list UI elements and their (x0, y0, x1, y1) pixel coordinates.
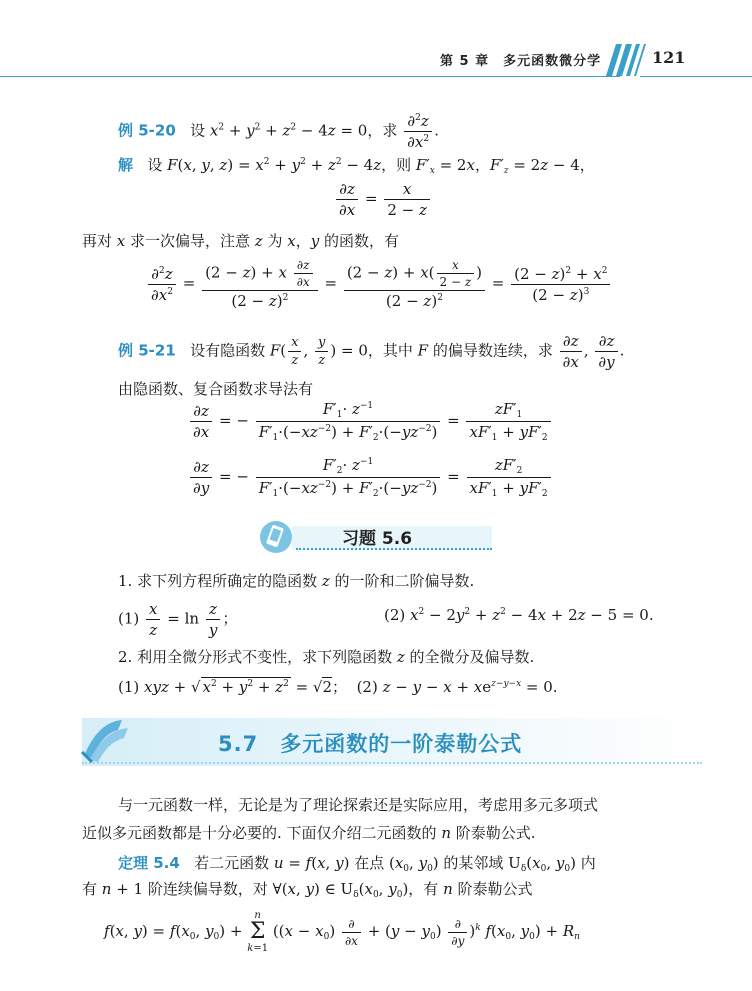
example-5-21-statement: 例 5-21 设有隐函数 F( $\frac{x}{z}$ , $\frac{y}{z}$ ) = 0，其中 F 的偏导数连续，求 $\frac{\partial z}{\partial x}$ , $\frac{\partial z}{\partial y}$ . (118, 332, 625, 371)
section-intro-line1: 与一元函数一样，无论是为了理论探索还是实际应用，考虑用多元多项式 (118, 796, 599, 814)
book-icon (78, 712, 134, 768)
method-text: 由隐函数、复合函数求导法有 (118, 380, 314, 398)
second-derivative-equation: $\frac{\partial^2z}{\partial x^2}$ = (2 − z) + x $\frac{\partial z}{\partial x}$ $(2 - z)^2$ = (2 − z) + x( $\frac{x}{2 - z}$ ) $(2 - z)^2$ = $\frac{(2 - z)^2 + x^2}{(2 - z)^3}$ (146, 258, 612, 310)
solution-label: 解 (118, 156, 134, 174)
taylor-formula: f(x, $y) = f(x_0$, $y_0) + n$ Σ k=1 ($(x - x_0)$ $\frac{\partial}{\partial x}$ + $(y - y_0)$ $\frac{\partial}{\partial y}$ )$^k$ $f(x_0$, $y_0) + R_n$ (104, 910, 580, 954)
example-5-20-statement: 例 5-20 设 $x^2 + y^2 + z^2 - 4z = 0$，求 $\frac{\partial^2z}{\partial x^2}$ . (118, 112, 439, 151)
exercise-title: 习题 5.6 (342, 529, 413, 549)
header-stripes-icon (606, 44, 654, 76)
theorem-label: 定理 5.4 (118, 854, 180, 872)
exercise-q1: 1. 求下列方程所确定的隐函数 z 的一阶和二阶偏导数. (118, 572, 475, 590)
dz-dx-equation: $\frac{\partial z}{\partial x}$ = $\frac{x}{2 - z}$ (334, 180, 432, 219)
exercise-q1a: (1) $\frac{x}{z}$ = ln $\frac{z}{y}$ ； (118, 600, 238, 639)
example-label: 例 5-21 (118, 341, 176, 360)
section-dotted-line (82, 762, 702, 764)
exercise-q2: 2. 利用全微分形式不变性，求下列隐函数 z 的全微分及偏导数. (118, 648, 535, 666)
again-text: 再对 x 求一次偏导，注意 z 为 x，y 的函数，有 (82, 232, 399, 250)
solution-line: 解 设 F(x, y, $z) = x^2 + y^2 + z^2 - 4z$，则 $F'_x = 2x$，$F'_z = 2z - 4$， (118, 156, 595, 176)
example-label: 例 5-20 (118, 121, 176, 140)
header-rule (0, 76, 620, 77)
section-intro-line2: 近似多元函数都是十分必要的. 下面仅介绍二元函数的 n 阶泰勒公式. (82, 824, 536, 842)
exercise-q2-parts: (1) xyz + √ $x^2 + y^2 + z^2 = √2$； (2) $z - y - x + xe^{z-y-x} = 0$. (118, 678, 558, 696)
dz-dy-implicit-equation: $\frac{\partial z}{\partial y}$ = − $\frac{F'_2\cdot z^{-1}}{F'_1\cdot(-xz^{-2}) + F'_2\cdot(-yz^{-2})}$ = $\frac{zF'_2}{xF'_1 + yF'_2}$ (188, 456, 553, 499)
theorem-line1: 定理 5.4 若二元函数 u = f(x, y) 在点 ($x_0$, $y_0$) 的某邻域 $U_\delta(x_0$, $y_0$) 内 (118, 854, 596, 874)
exercise-q1b: (2) $x^2 - 2y^2 + z^2 - 4x + 2z - 5 = 0$. (384, 606, 654, 624)
section-title: 5.7 多元函数的一阶泰勒公式 (218, 732, 523, 756)
chapter-title: 第 5 章 多元函数微分学 (440, 54, 602, 69)
header-rule-right (640, 76, 752, 77)
theorem-line2: 有 n + 1 阶连续偏导数，对 ∀(x, y) ∈ $U_\delta(x_0$, $y_0$)，有 n 阶泰勒公式 (82, 880, 533, 900)
dz-dx-implicit-equation: $\frac{\partial z}{\partial x}$ = − $\frac{F'_1\cdot z^{-1}}{F'_1\cdot(-xz^{-2}) + F'_2\cdot(-yz^{-2})}$ = $\frac{zF'_1}{xF'_1 + yF'_2}$ (188, 400, 553, 443)
page-number: 121 (652, 48, 686, 67)
